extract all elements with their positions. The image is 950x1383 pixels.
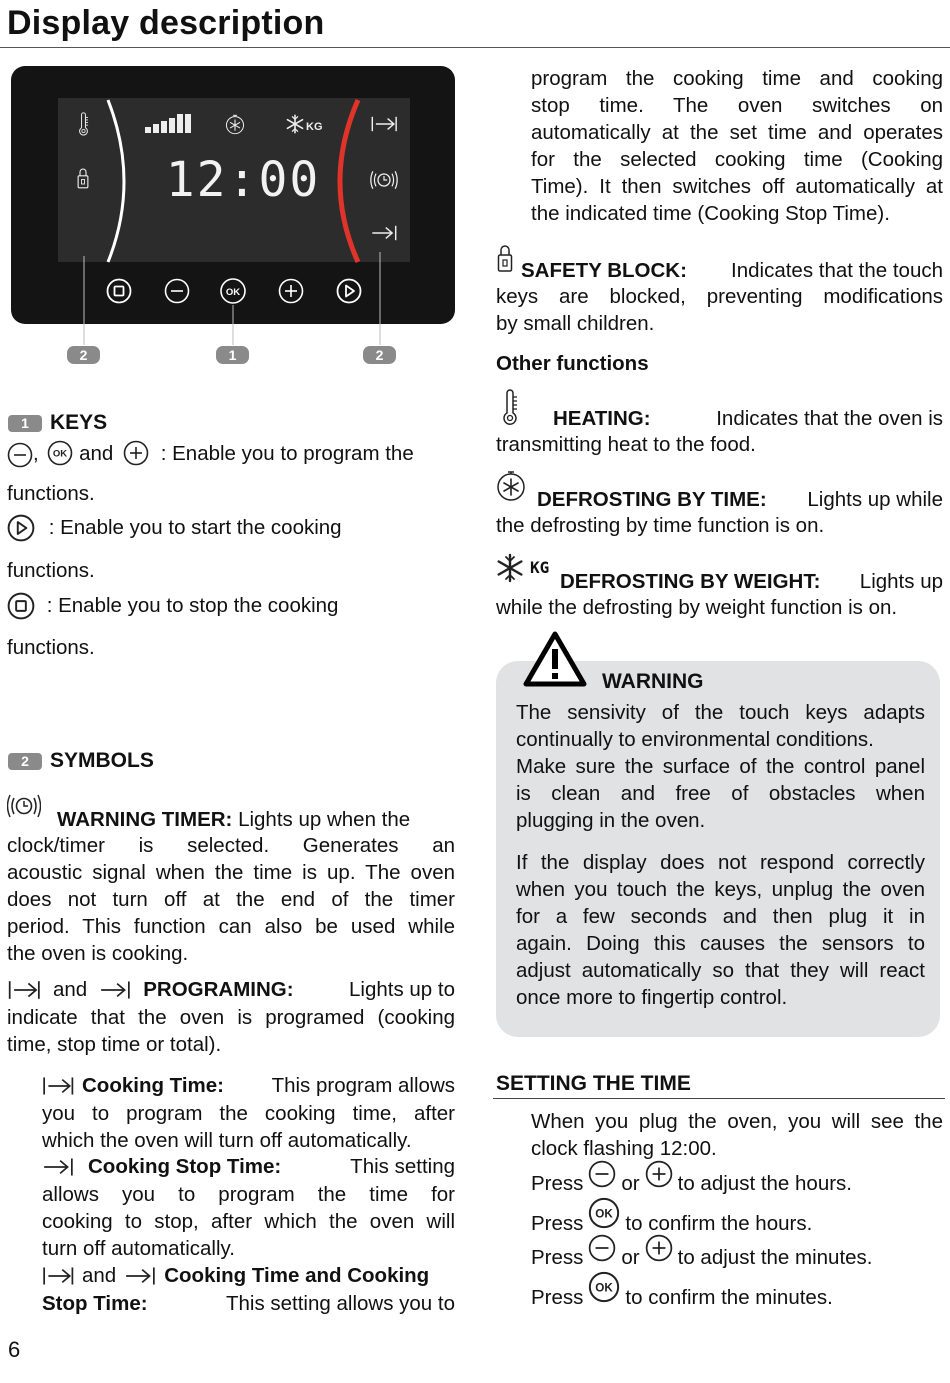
programing-first-line: [7, 976, 455, 1003]
text-line: the oven is cooking.: [7, 942, 189, 965]
text-line: stop time. The oven switches on: [531, 94, 943, 117]
text-line: which the oven will turn off automatically.: [42, 1129, 412, 1152]
callout-badge: 2: [363, 346, 396, 364]
keys-program-text2: functions.: [7, 482, 95, 505]
step-text: to confirm the hours.: [625, 1212, 813, 1235]
def-time-label: DEFROSTING BY TIME:: [537, 488, 767, 511]
keys-stop-text: : Enable you to stop the cooking: [46, 594, 339, 617]
setting-time-divider: [493, 1098, 945, 1099]
cooking-time-icon: [372, 117, 396, 131]
heating-first-line: [553, 405, 943, 432]
clock-readout: 12:00: [165, 152, 321, 208]
ok-icon: [47, 440, 73, 466]
keys-heading: [8, 411, 107, 435]
defrost-time-icon: [496, 470, 526, 502]
stop-time-first-line: [42, 1153, 455, 1180]
start-icon: [7, 514, 35, 542]
section-badge: 2: [8, 753, 42, 770]
warning-timer-body: [7, 832, 455, 967]
snowflake-icon: [495, 553, 525, 583]
lock-icon: [78, 169, 88, 188]
text-line: again. Doing this causes the sensors to: [516, 932, 925, 955]
programing-label: PROGRAMING:: [143, 978, 294, 1001]
display-graphics: [0, 0, 470, 380]
text-line: program the cooking time and cooking: [531, 67, 943, 90]
heating-icon: [80, 113, 88, 135]
text-line: clock/timer is selected. Generates an: [7, 834, 455, 857]
kg-label: KG: [306, 121, 323, 133]
text-line: time, stop time or total).: [7, 1033, 222, 1056]
minus-icon: [7, 442, 33, 468]
heating-label: HEATING:: [553, 407, 651, 430]
power-bars-icon: [145, 114, 191, 133]
text-line: Time). It then switches off automatically at: [531, 175, 943, 198]
panel-plus-key-icon: [280, 280, 303, 303]
cooking-time-body: [42, 1100, 455, 1154]
and-text: and: [82, 1264, 117, 1287]
cooking-time-icon: [42, 1075, 74, 1097]
panel-minus-key-icon: [166, 280, 189, 303]
keys-start-line: [7, 514, 457, 542]
safety-label: SAFETY BLOCK:: [521, 259, 687, 282]
text-line: plugging in the oven.: [516, 809, 706, 832]
warning-para1: [516, 699, 925, 834]
ok-icon: [588, 1197, 620, 1229]
warning-timer-text: Lights up when the: [238, 808, 411, 831]
safety-text: Indicates that the touch: [731, 259, 943, 282]
text-line: automatically at the set time and operates: [531, 121, 943, 144]
text-line: Make sure the surface of the control panel: [516, 755, 925, 778]
text-line: you to program the cooking time, after: [42, 1102, 455, 1125]
panel-stop-key-icon: [108, 280, 131, 303]
def-weight-line2: while the defrosting by weight function is on.: [496, 596, 898, 619]
warning-timer-label: WARNING TIMER:: [57, 808, 233, 831]
press-text: Press: [531, 1246, 584, 1269]
text-line: period. This function can also be used while: [7, 915, 455, 938]
text-line: for the selected cooking time (Cooking: [531, 148, 943, 171]
both-label: Cooking Time and Cooking: [164, 1264, 430, 1287]
keys-start-text: : Enable you to start the cooking: [48, 516, 342, 539]
both-text: This setting allows you to: [225, 1292, 455, 1315]
page-title: Display description: [7, 4, 325, 42]
keys-program-text: : Enable you to program the: [160, 442, 414, 465]
step-confirm-minutes: [531, 1271, 833, 1311]
continued-paragraph: [531, 65, 943, 227]
press-text: Press: [531, 1172, 584, 1195]
text-line: cooking to stop, after which the oven will: [42, 1210, 455, 1233]
keys-heading-label: KEYS: [50, 411, 108, 434]
press-text: Press: [531, 1286, 584, 1309]
cooking-time-text: This program allows: [271, 1074, 455, 1097]
symbols-heading-label: SYMBOLS: [50, 749, 154, 772]
text-line: adjust automatically so that they will react: [516, 959, 925, 982]
def-time-text: Lights up while: [807, 488, 943, 511]
kg-label: KG: [530, 558, 550, 577]
cooking-time-label: Cooking Time:: [82, 1074, 224, 1097]
page-number: 6: [8, 1337, 21, 1362]
text-line: is clean and free of obstacles when: [516, 782, 925, 805]
def-weight-label: DEFROSTING BY WEIGHT:: [560, 570, 821, 593]
heating-text: Indicates that the oven is: [716, 407, 943, 430]
and-text: and: [79, 442, 114, 465]
warning-para2: [516, 849, 925, 1011]
snowflake-icon: [287, 115, 302, 132]
panel-ok-label: OK: [225, 287, 241, 298]
text-line: When you plug the oven, you will see the: [531, 1110, 943, 1133]
text-line: continually to environmental conditions.: [516, 728, 874, 751]
callout-badge: 2: [67, 346, 100, 364]
plus-icon: [645, 1234, 673, 1262]
both-second-line: [42, 1290, 455, 1317]
ok-icon: [588, 1271, 620, 1303]
def-time-first-line: [537, 486, 943, 513]
plus-icon: [645, 1160, 673, 1188]
other-functions-heading: Other functions: [496, 352, 649, 375]
warning-timer-icon: [371, 171, 397, 189]
cooking-stop-icon: [42, 1156, 74, 1178]
text-line: clock flashing 12:00.: [531, 1137, 717, 1160]
step-adjust-minutes: [531, 1234, 873, 1271]
text-line: for a few seconds and then plug it in: [516, 905, 925, 928]
programing-body: [7, 1004, 455, 1058]
step-confirm-hours: [531, 1197, 812, 1237]
left-arc: [108, 100, 124, 262]
both-first-line: [42, 1262, 455, 1289]
step-text: to adjust the minutes.: [677, 1246, 873, 1269]
text-line: If the display does not respond correctly: [516, 851, 925, 874]
section-badge: 1: [8, 415, 42, 432]
safety-first-line: [496, 257, 943, 284]
text-line: allows you to program the time for: [42, 1183, 455, 1206]
safety-body: [496, 283, 943, 337]
setting-time-heading: SETTING THE TIME: [496, 1072, 691, 1095]
press-text: Press: [531, 1212, 584, 1235]
def-weight-first-line: [560, 568, 943, 595]
warning-triangle-icon: [523, 631, 587, 687]
text-line: acoustic signal when the time is up. The oven: [7, 861, 455, 884]
cooking-stop-icon: [372, 226, 395, 240]
keys-program-line: [7, 440, 457, 468]
cooking-time-first-line: [42, 1072, 455, 1099]
step-text: to confirm the minutes.: [625, 1286, 833, 1309]
and-text: and: [53, 978, 88, 1001]
text-line: does not turn off at the end of the timer: [7, 888, 455, 911]
or-text: or: [621, 1246, 640, 1269]
cooking-stop-icon: [124, 1265, 156, 1287]
keys-start-text2: functions.: [7, 559, 95, 582]
heating-icon: [500, 389, 520, 427]
separator: ,: [33, 442, 39, 465]
minus-icon: [588, 1234, 616, 1262]
def-weight-text: Lights up: [859, 570, 943, 593]
step-adjust-hours: [531, 1160, 852, 1197]
symbols-heading: [8, 749, 154, 773]
both-label2: Stop Time:: [42, 1292, 148, 1315]
setting-time-intro: [531, 1108, 943, 1162]
plus-icon: [123, 440, 149, 466]
panel-start-key-icon: [338, 280, 361, 303]
right-arc: [340, 100, 358, 262]
keys-stop-line: [7, 592, 457, 620]
warning-title: WARNING: [602, 670, 704, 693]
callout-badge: 1: [216, 346, 249, 364]
programing-text: Lights up to: [349, 978, 455, 1001]
text-line: the indicated time (Cooking Stop Time).: [531, 202, 890, 225]
cooking-time-icon: [7, 979, 41, 1001]
def-time-line2: the defrosting by time function is on.: [496, 514, 825, 537]
stop-icon: [7, 592, 35, 620]
text-line: when you touch the keys, unplug the oven: [516, 878, 925, 901]
text-line: turn off automatically.: [42, 1237, 235, 1260]
text-line: keys are blocked, preventing modifications: [496, 285, 943, 308]
heating-line2: transmitting heat to the food.: [496, 433, 756, 456]
text-line: The sensivity of the touch keys adapts: [516, 701, 925, 724]
text-line: indicate that the oven is programed (cooking: [7, 1006, 455, 1029]
cooking-stop-icon: [99, 979, 131, 1001]
defrost-time-icon: [226, 115, 243, 133]
stop-time-body: [42, 1181, 455, 1262]
text-line: by small children.: [496, 312, 655, 335]
keys-stop-text2: functions.: [7, 636, 95, 659]
warning-timer-first-line: [7, 806, 455, 833]
stop-time-label: Cooking Stop Time:: [88, 1155, 282, 1178]
cooking-time-icon: [42, 1265, 74, 1287]
or-text: or: [621, 1172, 640, 1195]
text-line: once more to fingertip control.: [516, 986, 788, 1009]
step-text: to adjust the hours.: [677, 1172, 853, 1195]
stop-time-text: This setting: [350, 1155, 455, 1178]
minus-icon: [588, 1160, 616, 1188]
